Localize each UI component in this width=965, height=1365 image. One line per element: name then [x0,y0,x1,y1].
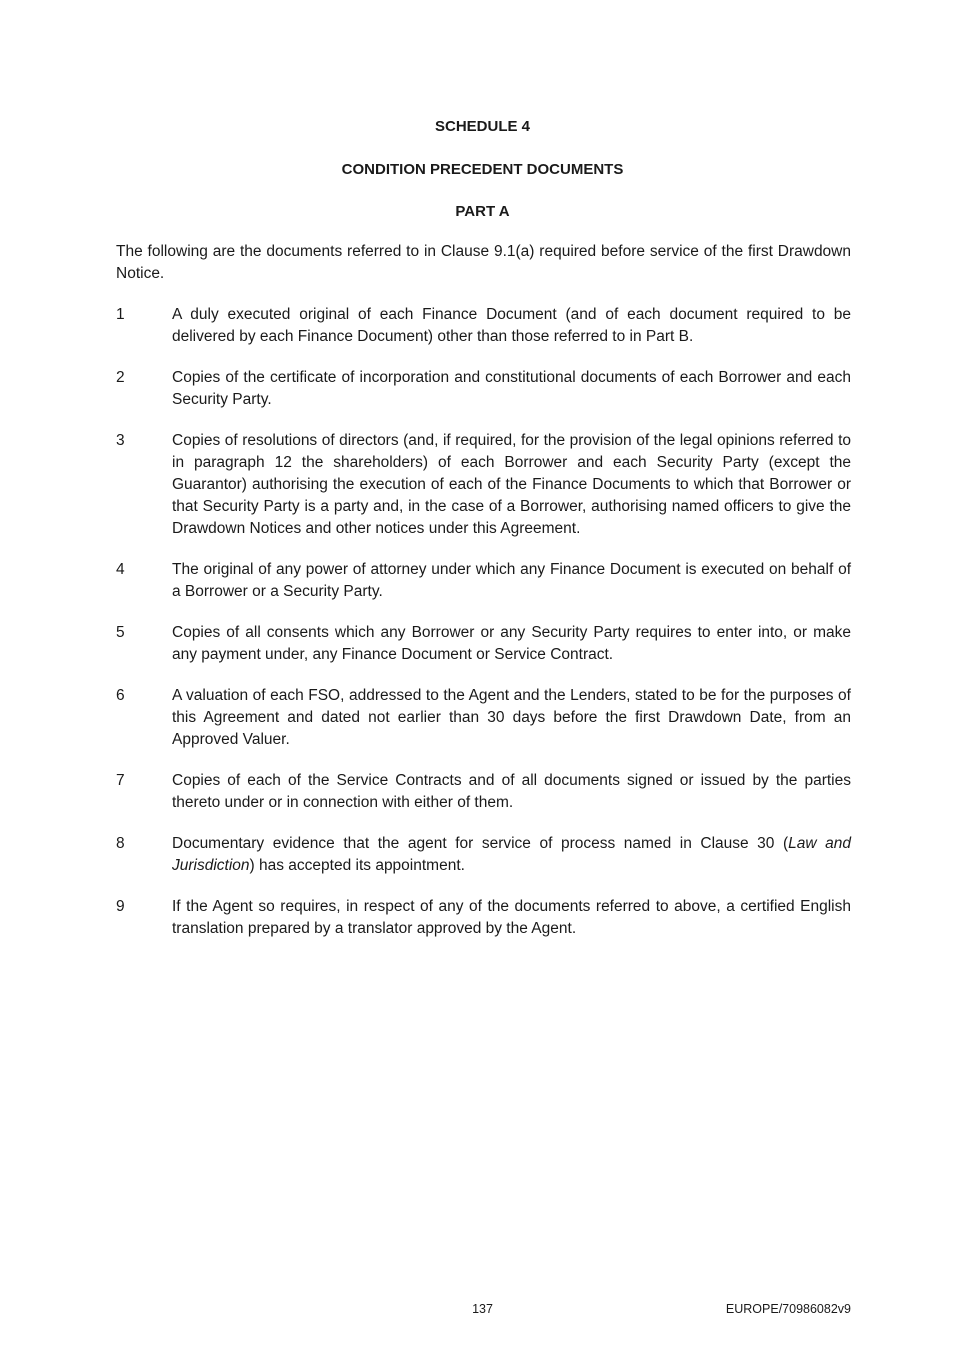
item-number: 7 [116,772,125,789]
list-item [116,304,851,348]
schedule-title: SCHEDULE 4 [434,118,531,135]
item-text: Copies of each of the Service Contracts and of all documents signed or issued by the parties thereto under or in connection with either of them. [172,772,851,811]
list-item [116,430,851,540]
item-number: 3 [116,432,125,449]
item-text [172,833,851,877]
clause-reference: Law and Jurisdiction [172,835,851,874]
list-item [116,833,851,877]
item-text: If the Agent so requires, in respect of any of the documents referred to above, a certified English translation prepared by a translator approved by the Agent. [172,898,851,937]
list-item [116,559,851,603]
list-item [116,770,851,814]
list-item [116,367,851,411]
list-item [116,685,851,751]
item-text: A valuation of each FSO, addressed to the Agent and the Lenders, stated to be for the purposes of this Agreement and dated not earlier than 30 days before the first Drawdown Date, from an Approved Valuer. [172,687,851,748]
item-text-start: Documentary evidence that the agent for service of process named in Clause 30 ( [172,835,789,852]
item-text: The original of any power of attorney under which any Finance Document is executed on behalf of a Borrower or a Security Party. [172,561,851,600]
item-number: 9 [116,898,125,915]
item-text: Copies of all consents which any Borrower or any Security Party requires to enter into, or make any payment under, any Finance Document or Service Contract. [172,624,851,663]
document-reference: EUROPE/70986082v9 [725,1302,851,1316]
item-number: 5 [116,624,125,641]
item-number: 6 [116,687,125,704]
item-text-end: ) has accepted its appointment. [249,857,465,874]
item-text: A duly executed original of each Finance Document (and of each document required to be delivered by each Finance Document) other than those referred to in Part B. [172,306,851,345]
section-title: CONDITION PRECEDENT DOCUMENTS [341,161,624,178]
intro-paragraph: The following are the documents referred to in Clause 9.1(a) required before service of the first Drawdown Notice. [116,243,851,282]
item-text: Copies of the certificate of incorporation and constitutional documents of each Borrower and each Security Party. [172,369,851,408]
item-text: Copies of resolutions of directors (and, if required, for the provision of the legal opinions referred to in paragraph 12 the shareholders) of each Borrower and each Security Party (except the Guarantor) authorising the execution of each of the Finance Documents to which that Borrower or that Security Party is a party and, in the case of a Borrower, authorising named officers to give the Drawdown Notices and other notices under this Agreement. [172,432,851,537]
part-title: PART A [455,203,510,220]
item-number: 4 [116,561,125,578]
list-item [116,896,851,940]
page-number: 137 [472,1302,493,1316]
item-number: 1 [116,306,125,323]
item-number: 8 [116,835,125,852]
list-item [116,622,851,666]
item-number: 2 [116,369,125,386]
documents-list [116,304,851,959]
